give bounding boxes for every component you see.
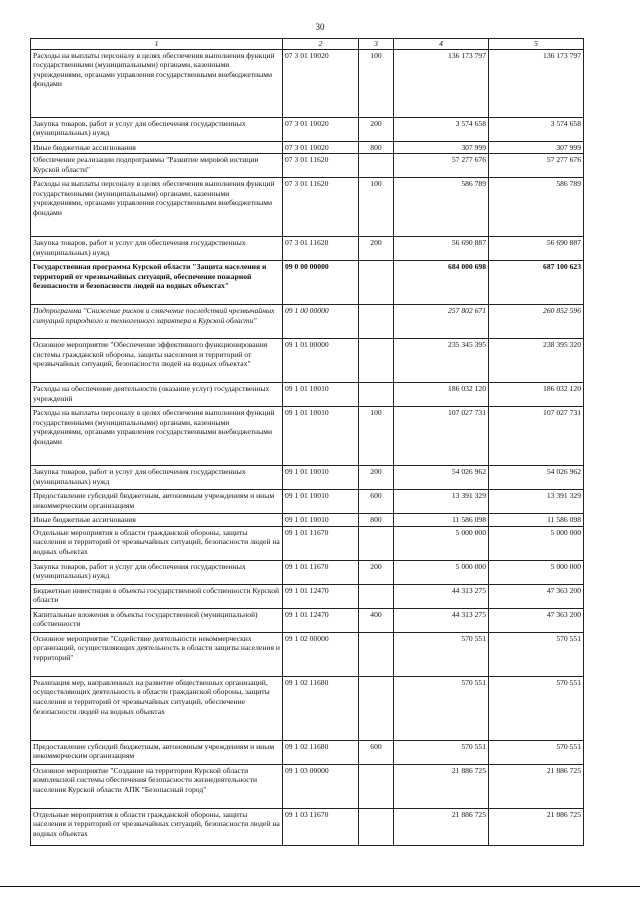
row-name: Основное мероприятие "Содействие деятельности некоммерческих организаций, осуществляющих деятельность в области защиты населения и территорий" <box>31 632 283 676</box>
amount-year-1: 44 313 275 <box>394 584 489 608</box>
target-article-code: 07 3 01 10020 <box>283 117 359 141</box>
expense-type-code: 800 <box>359 141 394 154</box>
target-article-code: 09 1 01 10010 <box>283 490 359 514</box>
column-header-5: 5 <box>489 39 584 50</box>
row-name: Реализация мер, направленных на развитие общественных организаций, осуществляющих деятельность в области гражданской обороны, защиты населения и территорий от чрезвычайных ситуаций, обеспечение безопасности людей на водных объектах <box>31 676 283 740</box>
table-row <box>31 261 584 305</box>
amount-year-1: 3 574 658 <box>394 117 489 141</box>
amount-year-2: 570 551 <box>489 632 584 676</box>
page-bottom-rule <box>0 886 640 887</box>
target-article-code: 09 1 01 10010 <box>283 514 359 527</box>
amount-year-1: 235 345 395 <box>394 339 489 383</box>
expense-type-code: 100 <box>359 178 394 237</box>
row-name: Закупка товаров, работ и услуг для обеспечения государственных (муниципальных) нужд <box>31 466 283 490</box>
target-article-code: 09 1 01 00000 <box>283 339 359 383</box>
target-article-code: 07 3 01 11620 <box>283 154 359 178</box>
amount-year-2: 136 173 797 <box>489 49 584 117</box>
row-name: Расходы на выплаты персоналу в целях обеспечения выполнения функций государственными (муниципальными) органами, казенными учреждениями, органами управления государственными внебюджетными фондами <box>31 49 283 117</box>
table-row <box>31 764 584 808</box>
expense-type-code: 100 <box>359 49 394 117</box>
amount-year-2: 21 886 725 <box>489 808 584 845</box>
expense-type-code <box>359 526 394 560</box>
table-row <box>31 608 584 632</box>
amount-year-1: 186 032 120 <box>394 383 489 407</box>
amount-year-2: 238 395 320 <box>489 339 584 383</box>
target-article-code: 07 3 01 10020 <box>283 141 359 154</box>
target-article-code: 09 1 01 12470 <box>283 584 359 608</box>
amount-year-1: 5 000 000 <box>394 560 489 584</box>
amount-year-2: 5 000 000 <box>489 526 584 560</box>
amount-year-2: 56 690 887 <box>489 237 584 261</box>
amount-year-2: 57 277 676 <box>489 154 584 178</box>
table-row <box>31 514 584 527</box>
target-article-code: 09 1 01 12470 <box>283 608 359 632</box>
table-row <box>31 584 584 608</box>
expense-type-code <box>359 305 394 339</box>
amount-year-1: 44 313 275 <box>394 608 489 632</box>
table-row <box>31 383 584 407</box>
target-article-code: 09 1 02 11680 <box>283 740 359 764</box>
amount-year-1: 107 027 731 <box>394 407 489 466</box>
table-row <box>31 490 584 514</box>
amount-year-2: 687 100 623 <box>489 261 584 305</box>
amount-year-2: 307 999 <box>489 141 584 154</box>
expense-type-code: 200 <box>359 237 394 261</box>
row-name: Иные бюджетные ассигнования <box>31 514 283 527</box>
expense-type-code: 600 <box>359 490 394 514</box>
amount-year-1: 586 789 <box>394 178 489 237</box>
amount-year-2: 107 027 731 <box>489 407 584 466</box>
amount-year-1: 54 026 962 <box>394 466 489 490</box>
target-article-code: 09 1 01 10010 <box>283 407 359 466</box>
row-name: Бюджетные инвестиции в объекты государственной собственности Курской области <box>31 584 283 608</box>
row-name: Расходы на выплаты персоналу в целях обеспечения выполнения функций государственными (муниципальными) органами, казенными учреждениями, органами управления государственными внебюджетными фондами <box>31 178 283 237</box>
expense-type-code: 200 <box>359 117 394 141</box>
target-article-code: 07 3 01 11620 <box>283 178 359 237</box>
expense-type-code <box>359 764 394 808</box>
amount-year-1: 56 690 887 <box>394 237 489 261</box>
table-row <box>31 676 584 740</box>
target-article-code: 09 1 01 11670 <box>283 560 359 584</box>
expense-type-code: 200 <box>359 560 394 584</box>
table-row <box>31 740 584 764</box>
amount-year-1: 57 277 676 <box>394 154 489 178</box>
amount-year-2: 21 886 725 <box>489 764 584 808</box>
amount-year-1: 11 586 098 <box>394 514 489 527</box>
expense-type-code <box>359 154 394 178</box>
table-body <box>31 49 584 845</box>
row-name: Закупка товаров, работ и услуг для обеспечения государственных (муниципальных) нужд <box>31 117 283 141</box>
target-article-code: 09 1 01 10010 <box>283 383 359 407</box>
amount-year-1: 257 802 671 <box>394 305 489 339</box>
row-name: Обеспечение реализации подпрограммы "Развитие мировой юстиции Курской области" <box>31 154 283 178</box>
expense-type-code <box>359 261 394 305</box>
table-row <box>31 339 584 383</box>
expense-type-code: 100 <box>359 407 394 466</box>
row-name: Закупка товаров, работ и услуг для обеспечения государственных (муниципальных) нужд <box>31 560 283 584</box>
column-header-2: 2 <box>283 39 359 50</box>
table-row <box>31 808 584 845</box>
row-name: Государственная программа Курской области "Защита населения и территорий от чрезвычайных ситуаций, обеспечение пожарной безопасности и безопасности людей на водных объектах" <box>31 261 283 305</box>
amount-year-1: 21 886 725 <box>394 764 489 808</box>
target-article-code: 09 1 02 11680 <box>283 676 359 740</box>
amount-year-2: 586 789 <box>489 178 584 237</box>
expense-type-code <box>359 339 394 383</box>
expense-type-code <box>359 584 394 608</box>
amount-year-1: 570 551 <box>394 632 489 676</box>
table-row <box>31 178 584 237</box>
amount-year-2: 13 391 329 <box>489 490 584 514</box>
expense-type-code <box>359 632 394 676</box>
amount-year-2: 47 363 200 <box>489 608 584 632</box>
amount-year-2: 570 551 <box>489 740 584 764</box>
table-row <box>31 526 584 560</box>
target-article-code: 07 3 01 11620 <box>283 237 359 261</box>
amount-year-1: 570 551 <box>394 676 489 740</box>
target-article-code: 09 1 00 00000 <box>283 305 359 339</box>
row-name: Предоставление субсидий бюджетным, автономным учреждениям и иным некоммерческим организациям <box>31 490 283 514</box>
target-article-code: 09 1 01 10010 <box>283 466 359 490</box>
row-name: Расходы на обеспечение деятельности (оказание услуг) государственных учреждений <box>31 383 283 407</box>
amount-year-2: 570 551 <box>489 676 584 740</box>
amount-year-1: 570 551 <box>394 740 489 764</box>
row-name: Отдельные мероприятия в области гражданской обороны, защиты населения и территорий от чрезвычайных ситуаций, безопасности людей на водных объектах <box>31 808 283 845</box>
target-article-code: 09 1 02 00000 <box>283 632 359 676</box>
budget-table <box>30 38 584 846</box>
amount-year-1: 13 391 329 <box>394 490 489 514</box>
amount-year-2: 11 586 098 <box>489 514 584 527</box>
row-name: Отдельные мероприятия в области гражданской обороны, защиты населения и территорий от чрезвычайных ситуаций, безопасности людей на водных объектах <box>31 526 283 560</box>
row-name: Предоставление субсидий бюджетным, автономным учреждениям и иным некоммерческим организациям <box>31 740 283 764</box>
amount-year-1: 307 999 <box>394 141 489 154</box>
table-row <box>31 154 584 178</box>
table-row <box>31 560 584 584</box>
row-name: Капитальные вложения в объекты государственной (муниципальной) собственности <box>31 608 283 632</box>
expense-type-code: 400 <box>359 608 394 632</box>
table-row <box>31 141 584 154</box>
amount-year-2: 186 032 120 <box>489 383 584 407</box>
expense-type-code <box>359 808 394 845</box>
expense-type-code <box>359 676 394 740</box>
table-row <box>31 305 584 339</box>
column-header-1: 1 <box>31 39 283 50</box>
target-article-code: 09 1 03 00000 <box>283 764 359 808</box>
table-row <box>31 117 584 141</box>
table-row <box>31 49 584 117</box>
amount-year-1: 5 000 000 <box>394 526 489 560</box>
amount-year-2: 5 000 000 <box>489 560 584 584</box>
row-name: Расходы на выплаты персоналу в целях обеспечения выполнения функций государственными (муниципальными) органами, казенными учреждениями, органами управления государственными внебюджетными фондами <box>31 407 283 466</box>
expense-type-code: 200 <box>359 466 394 490</box>
amount-year-2: 3 574 658 <box>489 117 584 141</box>
row-name: Основное мероприятие "Обеспечение эффективного функционирования системы гражданской обороны, защиты населения и территорий от чрезвычайных ситуаций, безопасности людей на водных объектах" <box>31 339 283 383</box>
amount-year-1: 21 886 725 <box>394 808 489 845</box>
column-header-4: 4 <box>394 39 489 50</box>
expense-type-code: 800 <box>359 514 394 527</box>
row-name: Основное мероприятие "Создание на территории Курской области комплексной системы обеспечения безопасности жизнедеятельности населения Курской области АПК "Безопасный город" <box>31 764 283 808</box>
amount-year-1: 684 000 698 <box>394 261 489 305</box>
amount-year-1: 136 173 797 <box>394 49 489 117</box>
table-row <box>31 407 584 466</box>
target-article-code: 07 3 01 10020 <box>283 49 359 117</box>
expense-type-code: 600 <box>359 740 394 764</box>
row-name: Подпрограмма "Снижение рисков и смягчение последствий чрезвычайных ситуаций природного и техногенного характера в Курской области" <box>31 305 283 339</box>
target-article-code: 09 1 03 11670 <box>283 808 359 845</box>
table-row <box>31 237 584 261</box>
target-article-code: 09 1 01 11670 <box>283 526 359 560</box>
amount-year-2: 54 026 962 <box>489 466 584 490</box>
row-name: Закупка товаров, работ и услуг для обеспечения государственных (муниципальных) нужд <box>31 237 283 261</box>
row-name: Иные бюджетные ассигнования <box>31 141 283 154</box>
target-article-code: 09 0 00 00000 <box>283 261 359 305</box>
table-row <box>31 466 584 490</box>
page-number: 30 <box>315 22 325 32</box>
table-row <box>31 632 584 676</box>
column-header-3: 3 <box>359 39 394 50</box>
table-header-row <box>31 39 584 50</box>
expense-type-code <box>359 383 394 407</box>
amount-year-2: 260 852 596 <box>489 305 584 339</box>
amount-year-2: 47 363 200 <box>489 584 584 608</box>
